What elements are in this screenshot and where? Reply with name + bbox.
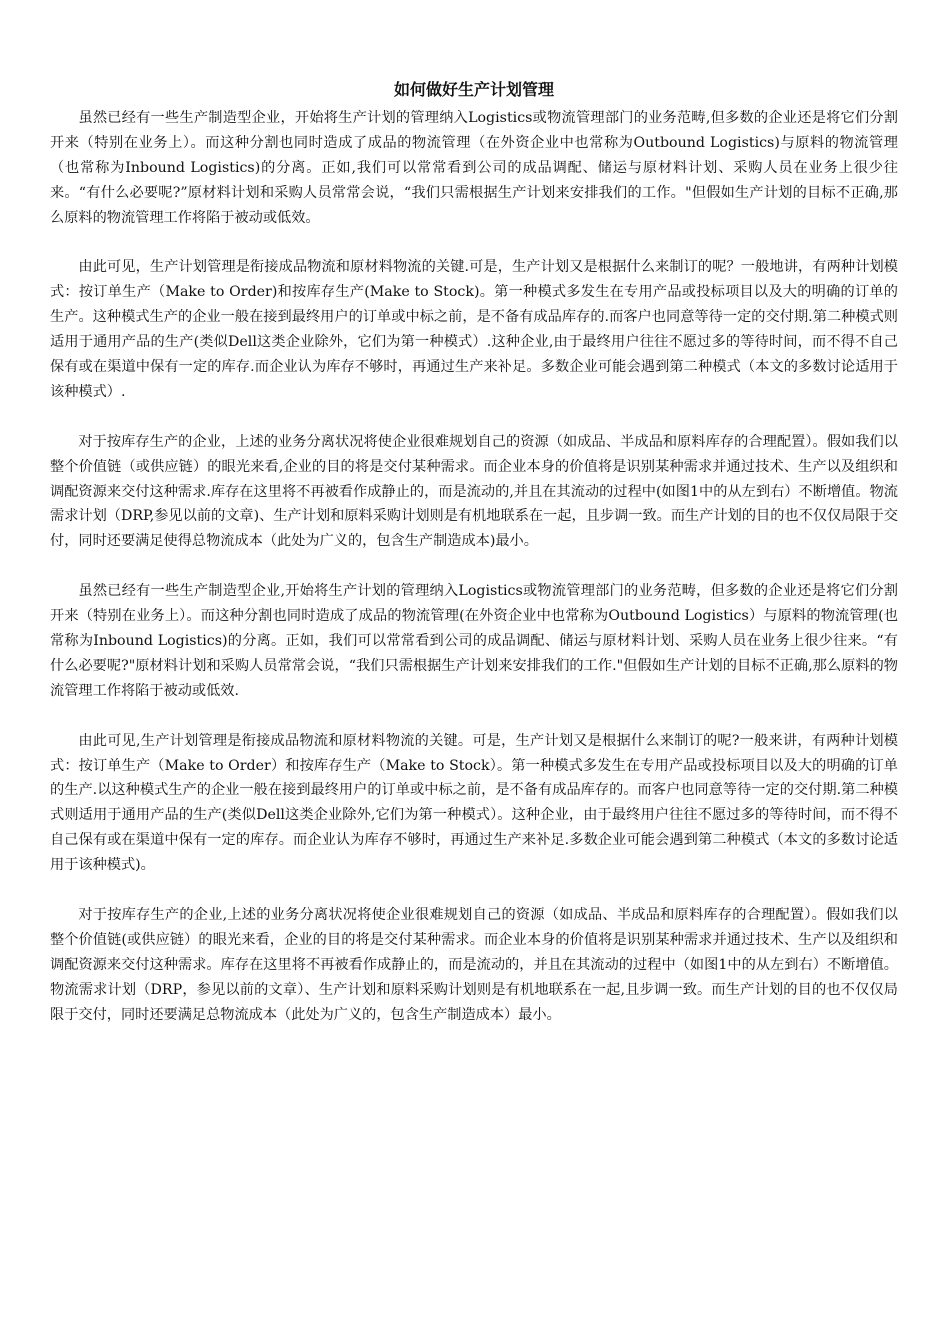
document-title: 如何做好生产计划管理 — [393, 80, 554, 99]
document-page — [50, 78, 898, 1052]
paragraph-4: 虽然已经有一些生产制造型企业,开始将生产计划的管理纳入Logistics或物流管理部门的业务范畴，但多数的企业还是将它们分割开来（特别在业务上）。而这种分割也同时造成了成品的物流管理(在外资企业中也常称为Outbound Logistics）与原料的物流管理(也常称为Inbound Logistics)的分离。正如，我们可以常常看到公司的成品调配、储运与原材料计划、采购人员在业务上很少往来。“有什么必要呢?"原材料计划和采购人员常常会说，“我们只需根据生产计划来安排我们的工作."但假如生产计划的目标不正确,那么原料的物流管理工作将陷于被动或低效. — [50, 583, 898, 699]
paragraph-3: 对于按库存生产的企业，上述的业务分离状况将使企业很难规划自己的资源（如成品、半成品和原料库存的合理配置）。假如我们以整个价值链（或供应链）的眼光来看,企业的目的将是交付某种需求。而企业本身的价值将是识别某种需求并通过技术、生产以及组织和调配资源来交付这种需求.库存在这里将不再被看作成静止的，而是流动的,并且在其流动的过程中(如图1中的从左到右）不断增值。物流需求计划（DRP,参见以前的文章)、生产计划和原料采购计划则是有机地联系在一起，且步调一致。而生产计划的目的也不仅仅局限于交付，同时还要满足使得总物流成本（此处为广义的，包含生产制造成本)最小。 — [50, 433, 898, 550]
paragraph-2: 由此可见，生产计划管理是衔接成品物流和原材料物流的关键.可是，生产计划又是根据什么来制订的呢？一般地讲，有两种计划模式：按订单生产（Make to Order)和按库存生产(Make to Stock)。第一种模式多发生在专用产品或投标项目以及大的明确的订单的生产。这种模式生产的企业一般在接到最终用户的订单或中标之前，是不备有成品库存的.而客户也同意等待一定的交付期.第二种模式则适用于通用产品的生产(类似Dell这类企业除外，它们为第一种模式）.这种企业,由于最终用户往往不愿过多的等待时间，而不得不自己保有或在渠道中保有一定的库存.而企业认为库存不够时，再通过生产来补足。多数企业可能会遇到第二种模式（本文的多数讨论适用于该种模式）. — [50, 259, 898, 400]
paragraph-6: 对于按库存生产的企业,上述的业务分离状况将使企业很难规划自己的资源（如成品、半成品和原料库存的合理配置）。假如我们以整个价值链(或供应链）的眼光来看，企业的目的将是交付某种需求。而企业本身的价值将是识别某种需求并通过技术、生产以及组织和调配资源来交付这种需求。库存在这里将不再被看作成静止的，而是流动的，并且在其流动的过程中（如图1中的从左到右）不断增值。物流需求计划（DRP，参见以前的文章）、生产计划和原料采购计划则是有机地联系在一起,且步调一致。而生产计划的目的也不仅仅局限于交付，同时还要满足总物流成本（此处为广义的，包含生产制造成本）最小。 — [50, 906, 898, 1023]
paragraph-1: 虽然已经有一些生产制造型企业，开始将生产计划的管理纳入Logistics或物流管理部门的业务范畴,但多数的企业还是将它们分割开来（特别在业务上）。而这种分割也同时造成了成品的物流管理（在外资企业中也常称为Outbound Logistics)与原料的物流管理（也常称为Inbound Logistics)的分离。正如,我们可以常常看到公司的成品调配、储运与原材料计划、采购人员在业务上很少往来。“有什么必要呢?”原材料计划和采购人员常常会说，“我们只需根据生产计划来安排我们的工作。"但假如生产计划的目标不正确,那么原料的物流管理工作将陷于被动或低效。 — [50, 110, 898, 226]
paragraph-5: 由此可见,生产计划管理是衔接成品物流和原材料物流的关键。可是，生产计划又是根据什么来制订的呢?一般来讲，有两种计划模式：按订单生产（Make to Order）和按库存生产（Make to Stock）。第一种模式多发生在专用产品或投标项目以及大的明确的订单的生产.以这种模式生产的企业一般在接到最终用户的订单或中标之前，是不备有成品库存的。而客户也同意等待一定的交付期.第二种模式则适用于通用产品的生产(类似Dell这类企业除外,它们为第一种模式）。这种企业，由于最终用户往往不愿过多的等待时间，而不得不自己保有或在渠道中保有一定的库存。而企业认为库存不够时，再通过生产来补足.多数企业可能会遇到第二种模式（本文的多数讨论适用于该种模式)。 — [50, 732, 898, 874]
